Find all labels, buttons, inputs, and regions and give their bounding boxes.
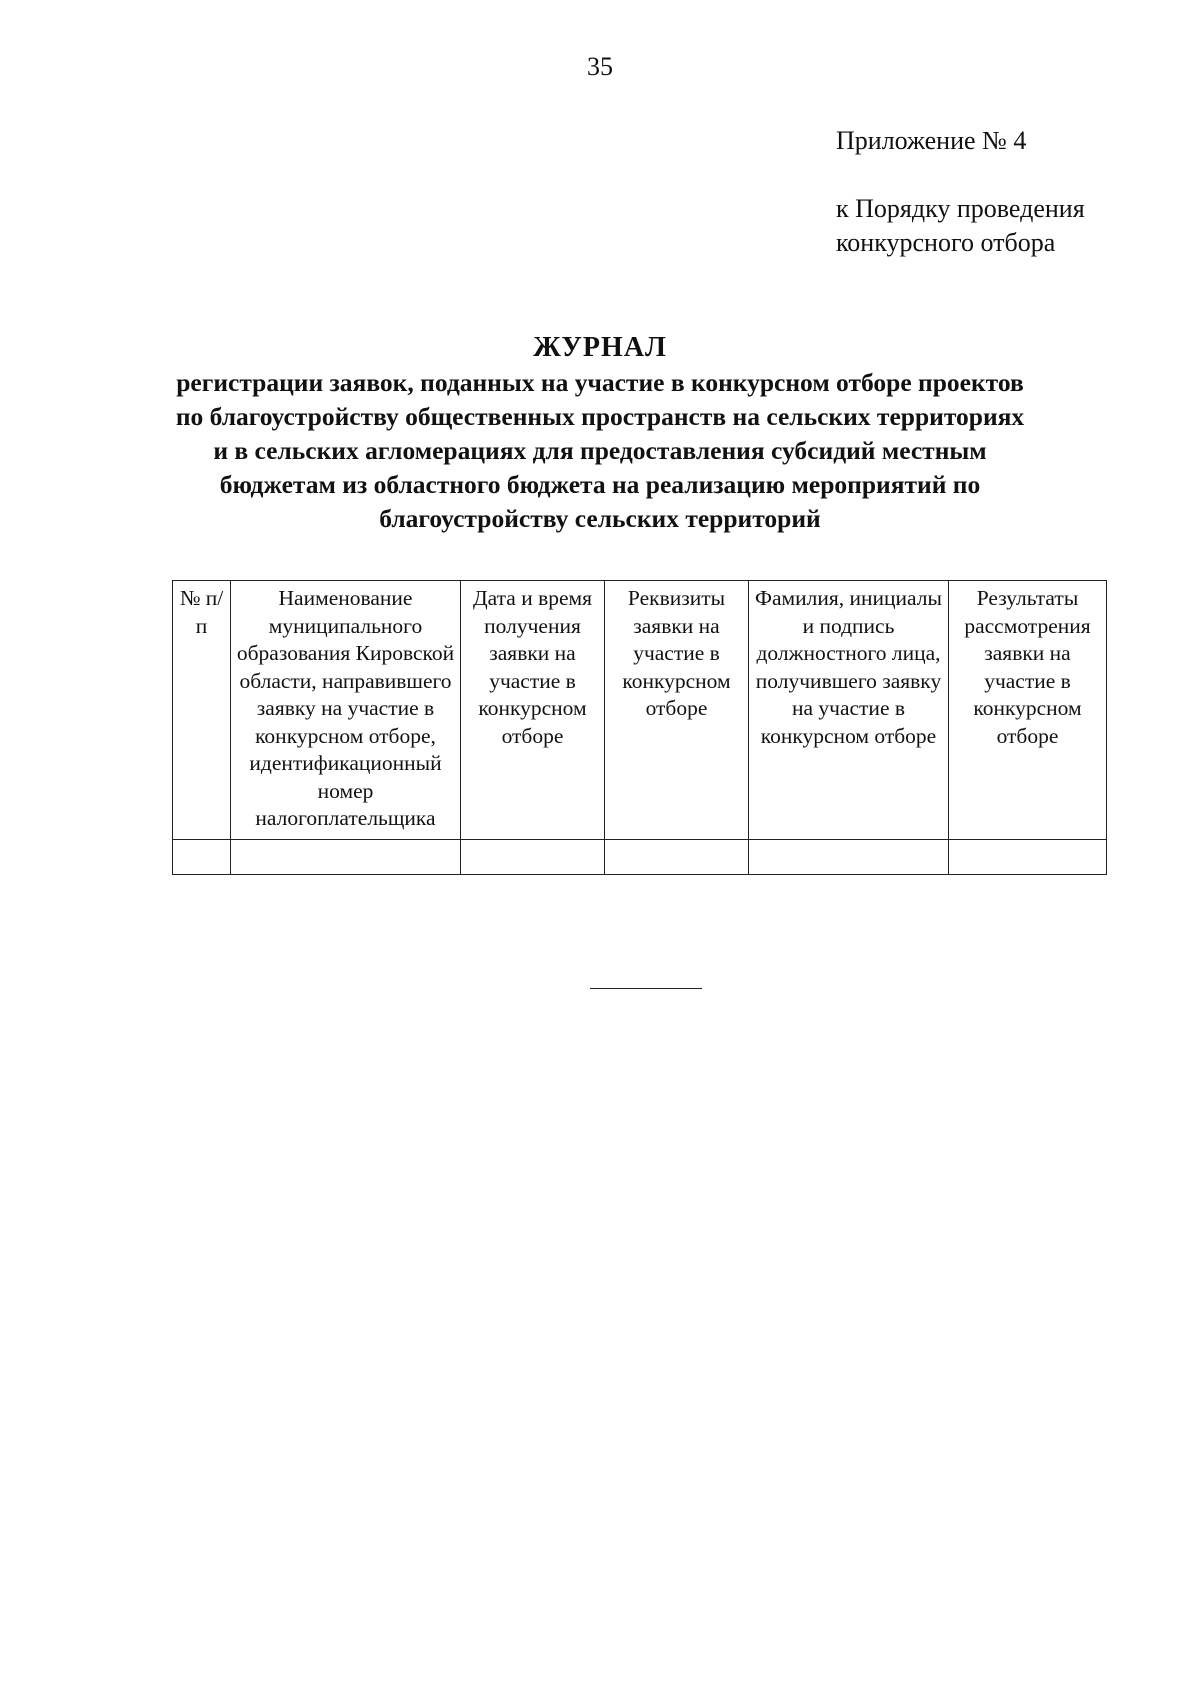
header-requisites: Реквизиты заявки на участие в конкурсном отборе xyxy=(605,581,749,840)
subtitle-line: бюджетам из областного бюджета на реализацию мероприятий по xyxy=(219,470,981,499)
appendix-ref-line-1: к Порядку проведения xyxy=(836,194,1085,223)
page-number: 35 xyxy=(587,52,613,81)
header-official: Фамилия, инициалы и подпись должностного лица, получившего заявку на участие в конкурсном отборе xyxy=(749,581,949,840)
document-title-block xyxy=(0,330,1200,536)
subtitle-line: и в сельских агломерациях для предоставления субсидий местным xyxy=(213,436,987,465)
header-date-time: Дата и время получения заявки на участие в конкурсном отборе xyxy=(461,581,605,840)
subtitle-line: благоустройству сельских территорий xyxy=(379,504,821,533)
table-cell xyxy=(173,839,231,874)
header-number: № п/п xyxy=(173,581,231,840)
table-cell xyxy=(231,839,461,874)
table-cell xyxy=(749,839,949,874)
table-row xyxy=(173,839,1107,874)
document-subtitle xyxy=(0,366,1200,536)
document-title: ЖУРНАЛ xyxy=(533,332,667,363)
registration-journal-table xyxy=(172,580,1107,875)
appendix-ref-line-2: конкурсного отбора xyxy=(836,228,1056,257)
table-header-row xyxy=(173,581,1107,840)
end-separator-line xyxy=(590,988,702,989)
table-cell xyxy=(461,839,605,874)
table-cell xyxy=(605,839,749,874)
subtitle-line: по благоустройству общественных пространств на сельских территориях xyxy=(175,402,1025,431)
table-cell xyxy=(949,839,1107,874)
header-municipality: Наименование муниципального образования Кировской области, направившего заявку на участие в конкурсном отборе, идентификационный номер налогоплательщика xyxy=(231,581,461,840)
subtitle-line: регистрации заявок, поданных на участие в конкурсном отборе проектов xyxy=(176,368,1024,397)
appendix-label: Приложение № 4 xyxy=(836,126,1027,155)
header-results: Результаты рассмотрения заявки на участие в конкурсном отборе xyxy=(949,581,1107,840)
appendix-block xyxy=(836,124,1085,260)
